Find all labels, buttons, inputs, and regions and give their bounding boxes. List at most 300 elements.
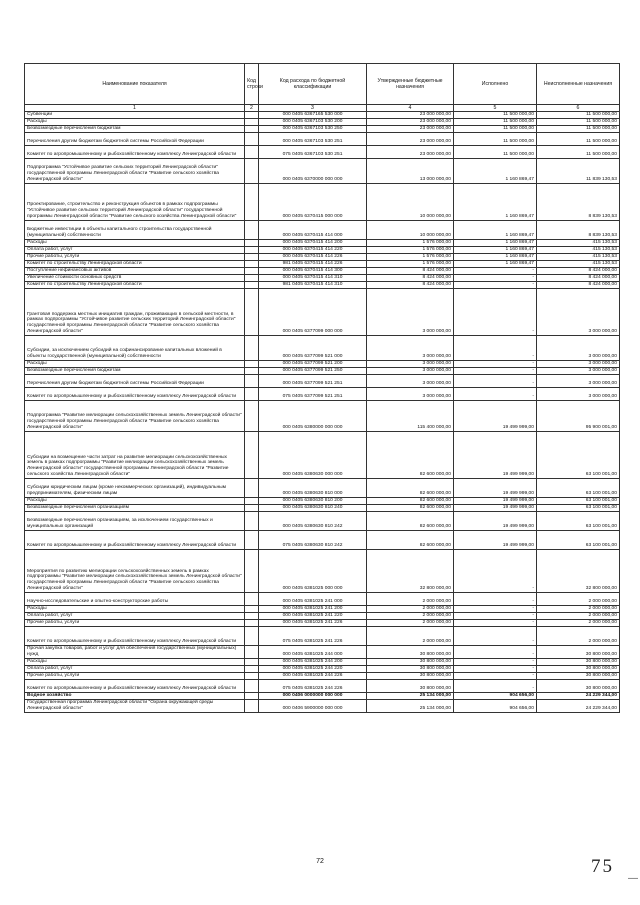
row-name: Субвенции <box>25 112 245 119</box>
row-code <box>245 275 259 282</box>
row-code <box>245 646 259 659</box>
table-row <box>25 254 620 261</box>
row-approved: 3 000 000,00 <box>367 361 454 368</box>
edge-mark: — <box>628 873 638 884</box>
row-name: Подпрограмма "Развитие мелиорации сельскохозяйственных земель Ленинградской области" государственной программы Ленинградской области "Развитие сельского хозяйства Ленинградской области" <box>25 401 245 432</box>
row-bk-code: 000 0405 6381025 241 200 <box>259 606 367 613</box>
row-code <box>245 432 259 479</box>
table-row <box>25 673 620 680</box>
row-unexecuted: 8 839 130,53 <box>537 221 620 240</box>
row-unexecuted: 30 800 000,00 <box>537 673 620 680</box>
column-number: 4 <box>367 105 454 112</box>
row-executed: 19 499 999,00 <box>454 432 537 479</box>
row-unexecuted: 2 000 000,00 <box>537 606 620 613</box>
row-unexecuted: 63 100 001,00 <box>537 498 620 505</box>
row-code <box>245 221 259 240</box>
row-executed: - <box>454 680 537 693</box>
row-approved: 3 000 000,00 <box>367 336 454 361</box>
row-code <box>245 498 259 505</box>
row-executed: - <box>454 550 537 593</box>
row-executed: - <box>454 627 537 646</box>
row-name: Расходы <box>25 240 245 247</box>
row-bk-code: 000 0405 6370415 414 300 <box>259 268 367 275</box>
row-approved: 82 600 000,00 <box>367 531 454 550</box>
row-executed: - <box>454 388 537 401</box>
table-row <box>25 646 620 659</box>
row-executed: 19 499 999,00 <box>454 512 537 531</box>
row-name: Прочие работы, услуги <box>25 254 245 261</box>
table-row <box>25 550 620 593</box>
row-approved: 2 000 000,00 <box>367 606 454 613</box>
row-bk-code: 000 0405 6370000 000 000 <box>259 159 367 184</box>
header-approved: Утвержденные бюджетные назначения <box>367 64 454 105</box>
row-approved: 13 000 000,00 <box>367 159 454 184</box>
row-bk-code: 000 0405 6380630 810 200 <box>259 498 367 505</box>
row-code <box>245 627 259 646</box>
row-bk-code: 075 0405 6367103 530 251 <box>259 146 367 159</box>
row-code <box>245 550 259 593</box>
row-executed: 19 499 999,00 <box>454 505 537 512</box>
row-executed: - <box>454 361 537 368</box>
row-code <box>245 666 259 673</box>
row-bk-code: 000 0405 6377099 521 250 <box>259 368 367 375</box>
row-code <box>245 368 259 375</box>
row-name: Комитет по агропромышленному и рыбохозяйственному комплексу Ленинградской области <box>25 388 245 401</box>
table-row <box>25 375 620 388</box>
table-row <box>25 401 620 432</box>
row-bk-code: 075 0405 6377099 521 251 <box>259 388 367 401</box>
row-executed: - <box>454 336 537 361</box>
row-name: Комитет по агропромышленному и рыбохозяйственному комплексу Ленинградской области <box>25 146 245 159</box>
row-bk-code: 000 0405 6380630 810 242 <box>259 512 367 531</box>
column-number: 6 <box>537 105 620 112</box>
row-unexecuted: 415 130,53 <box>537 247 620 254</box>
row-executed: 1 160 869,47 <box>454 247 537 254</box>
row-code <box>245 388 259 401</box>
row-approved: 32 800 000,00 <box>367 550 454 593</box>
table-row <box>25 146 620 159</box>
row-bk-code: 000 0405 6377099 521 000 <box>259 336 367 361</box>
row-name: Прочая закупка товаров, работ и услуг для обеспечения государственных (муниципальных) нужд <box>25 646 245 659</box>
row-name: Комитет по агропромышленному и рыбохозяйственному комплексу Ленинградской области <box>25 680 245 693</box>
row-bk-code: 000 0405 6381025 244 226 <box>259 673 367 680</box>
row-name: Оплата работ, услуг <box>25 613 245 620</box>
row-name: Расходы <box>25 606 245 613</box>
row-approved: 23 000 000,00 <box>367 119 454 126</box>
table-row <box>25 261 620 268</box>
table-row <box>25 479 620 498</box>
row-unexecuted: 63 100 001,00 <box>537 479 620 498</box>
row-bk-code: 000 0405 6367103 530 200 <box>259 119 367 126</box>
column-number: 3 <box>259 105 367 112</box>
row-unexecuted: 3 000 000,00 <box>537 375 620 388</box>
row-unexecuted: 30 800 000,00 <box>537 659 620 666</box>
row-bk-code: 000 0405 6380000 000 000 <box>259 401 367 432</box>
table-row <box>25 247 620 254</box>
row-code <box>245 361 259 368</box>
row-approved: 30 800 000,00 <box>367 680 454 693</box>
row-executed: 1 160 869,47 <box>454 254 537 261</box>
table-row <box>25 240 620 247</box>
page-number: 72 <box>316 858 324 865</box>
row-approved: 8 424 000,00 <box>367 275 454 282</box>
row-code <box>245 606 259 613</box>
header-name: Наименование показателя <box>25 64 245 105</box>
row-name: Субсидии юридическим лицам (кроме некоммерческих организаций), индивидуальным предпринимателям, физическим лицам <box>25 479 245 498</box>
row-approved: 3 000 000,00 <box>367 368 454 375</box>
table-row <box>25 432 620 479</box>
row-bk-code: 075 0405 6381025 244 226 <box>259 680 367 693</box>
row-executed: - <box>454 289 537 336</box>
row-executed: - <box>454 268 537 275</box>
row-name: Поступление нефинансовых активов <box>25 268 245 275</box>
table-row <box>25 119 620 126</box>
row-bk-code: 000 0405 6380630 810 240 <box>259 505 367 512</box>
column-number: 1 <box>25 105 245 112</box>
row-bk-code: 981 0405 6370415 414 310 <box>259 282 367 289</box>
table-row <box>25 606 620 613</box>
table-row <box>25 693 620 700</box>
row-approved: 2 000 000,00 <box>367 627 454 646</box>
row-code <box>245 659 259 666</box>
handwritten-sheet-number: 75 <box>591 856 614 877</box>
row-executed: 1 160 869,47 <box>454 221 537 240</box>
row-bk-code: 000 0405 6381025 244 000 <box>259 646 367 659</box>
row-name: Безвозмездные перечисления организациям, за исключением государственных и муниципальных организаций <box>25 512 245 531</box>
row-unexecuted: 11 500 000,00 <box>537 126 620 133</box>
row-approved: 2 000 000,00 <box>367 613 454 620</box>
row-executed: - <box>454 368 537 375</box>
row-executed: - <box>454 620 537 627</box>
row-unexecuted: 2 000 000,00 <box>537 627 620 646</box>
row-bk-code: 000 0405 6380630 000 000 <box>259 432 367 479</box>
row-unexecuted: 415 130,53 <box>537 254 620 261</box>
row-bk-code: 075 0405 6380630 810 242 <box>259 531 367 550</box>
row-approved: 30 800 000,00 <box>367 666 454 673</box>
row-unexecuted: 8 424 000,00 <box>537 268 620 275</box>
row-bk-code: 000 0405 6370415 414 220 <box>259 247 367 254</box>
row-approved: 30 800 000,00 <box>367 646 454 659</box>
row-executed: 11 500 000,00 <box>454 112 537 119</box>
row-executed: 19 499 999,00 <box>454 479 537 498</box>
row-approved: 1 576 000,00 <box>367 261 454 268</box>
row-code <box>245 531 259 550</box>
row-name: Оплата работ, услуг <box>25 247 245 254</box>
row-code <box>245 479 259 498</box>
row-bk-code: 000 0405 6367165 530 000 <box>259 112 367 119</box>
row-executed: 904 656,00 <box>454 700 537 713</box>
table-row <box>25 659 620 666</box>
row-name: Оплата работ, услуг <box>25 666 245 673</box>
row-code <box>245 268 259 275</box>
row-approved: 25 134 000,00 <box>367 693 454 700</box>
table-row <box>25 512 620 531</box>
row-name: Перечисления другим бюджетам бюджетной системы Российской Федерации <box>25 133 245 146</box>
row-unexecuted: 24 229 344,00 <box>537 693 620 700</box>
row-bk-code: 000 0406 0000000 000 000 <box>259 693 367 700</box>
row-unexecuted: 11 500 000,00 <box>537 119 620 126</box>
row-bk-code: 000 0405 6370415 414 226 <box>259 254 367 261</box>
row-name: Грантовая поддержка местных инициатив граждан, проживающих в сельской местности, в рамках подпрограммы "Устойчивое развитие сельских территорий Ленинградской области" государственной программы Ленинградской области "Развитие сельского хозяйства Ленинградской области" <box>25 289 245 336</box>
table-row <box>25 613 620 620</box>
row-executed: - <box>454 666 537 673</box>
row-bk-code: 075 0405 6381025 241 226 <box>259 627 367 646</box>
row-name: Безвозмездные перечисления организациям <box>25 505 245 512</box>
row-bk-code: 000 0405 6381025 000 000 <box>259 550 367 593</box>
row-name: Перечисления другим бюджетам бюджетной системы Российской Федерации <box>25 375 245 388</box>
row-code <box>245 184 259 221</box>
table-row <box>25 221 620 240</box>
row-code <box>245 254 259 261</box>
table-row <box>25 627 620 646</box>
row-name: Подпрограмма "Устойчивое развитие сельских территорий Ленинградской области" государственной программы Ленинградской области "Развитие сельского хозяйства Ленинградской области" <box>25 159 245 184</box>
row-approved: 82 600 000,00 <box>367 432 454 479</box>
row-code <box>245 336 259 361</box>
row-name: Комитет по строительству Ленинградской области <box>25 261 245 268</box>
row-name: Безвозмездные перечисления бюджетам <box>25 126 245 133</box>
row-executed: 19 499 999,00 <box>454 401 537 432</box>
row-approved: 23 000 000,00 <box>367 133 454 146</box>
row-code <box>245 240 259 247</box>
table-row <box>25 289 620 336</box>
row-code <box>245 146 259 159</box>
row-executed: 19 499 999,00 <box>454 498 537 505</box>
row-approved: 3 000 000,00 <box>367 289 454 336</box>
row-approved: 30 800 000,00 <box>367 659 454 666</box>
row-executed: 1 160 869,47 <box>454 240 537 247</box>
row-unexecuted: 95 900 001,00 <box>537 401 620 432</box>
row-bk-code: 000 0405 6370415 414 310 <box>259 275 367 282</box>
row-executed: 11 500 000,00 <box>454 146 537 159</box>
row-unexecuted: 415 130,53 <box>537 240 620 247</box>
table-row <box>25 184 620 221</box>
row-unexecuted: 2 000 000,00 <box>537 613 620 620</box>
table-row <box>25 388 620 401</box>
row-bk-code: 000 0405 6370415 414 200 <box>259 240 367 247</box>
row-code <box>245 247 259 254</box>
row-bk-code: 000 0405 6377099 521 200 <box>259 361 367 368</box>
row-code <box>245 119 259 126</box>
row-approved: 23 000 000,00 <box>367 126 454 133</box>
row-name: Субсидии, за исключением субсидий на софинансирование капитальных вложений в объекты государственной (муниципальной) собственности <box>25 336 245 361</box>
row-approved: 82 600 000,00 <box>367 498 454 505</box>
row-executed: - <box>454 646 537 659</box>
row-code <box>245 680 259 693</box>
row-bk-code: 981 0405 6370415 414 226 <box>259 261 367 268</box>
row-approved: 10 000 000,00 <box>367 221 454 240</box>
row-code <box>245 375 259 388</box>
row-approved: 82 600 000,00 <box>367 505 454 512</box>
row-bk-code: 000 0405 6377099 000 000 <box>259 289 367 336</box>
row-unexecuted: 11 500 000,00 <box>537 133 620 146</box>
row-unexecuted: 63 100 001,00 <box>537 531 620 550</box>
row-code <box>245 261 259 268</box>
row-name: Мероприятия по развитию мелиорации сельскохозяйственных земель в рамках подпрограммы "Развитие мелиорации сельскохозяйственных земель Ленинградской области" государственной программы Ленинградской области "Развитие сельского хозяйства Ленинградской области" <box>25 550 245 593</box>
column-number: 2 <box>245 105 259 112</box>
row-code <box>245 620 259 627</box>
row-approved: 30 800 000,00 <box>367 673 454 680</box>
row-unexecuted: 3 000 000,00 <box>537 361 620 368</box>
row-unexecuted: 63 100 001,00 <box>537 505 620 512</box>
row-code <box>245 126 259 133</box>
row-approved: 1 576 000,00 <box>367 247 454 254</box>
row-executed: - <box>454 606 537 613</box>
row-code <box>245 289 259 336</box>
row-unexecuted: 8 424 000,00 <box>537 275 620 282</box>
table-row <box>25 282 620 289</box>
row-code <box>245 512 259 531</box>
row-executed: 904 656,00 <box>454 693 537 700</box>
row-bk-code: 000 0405 6380630 810 000 <box>259 479 367 498</box>
row-code <box>245 159 259 184</box>
row-executed: - <box>454 282 537 289</box>
row-approved: 82 600 000,00 <box>367 512 454 531</box>
header-bk-code: Код расхода по бюджетной классификации <box>259 64 367 105</box>
row-bk-code: 000 0406 5900000 000 000 <box>259 700 367 713</box>
row-executed: 1 160 869,47 <box>454 261 537 268</box>
row-approved: 8 424 000,00 <box>367 282 454 289</box>
row-bk-code: 000 0405 6377099 521 251 <box>259 375 367 388</box>
row-name: Расходы <box>25 659 245 666</box>
row-executed: 19 499 999,00 <box>454 531 537 550</box>
row-name: Бюджетные инвестиции в объекты капитального строительства государственной (муниципальной) собственности <box>25 221 245 240</box>
row-name: Проектирование, строительство и реконструкция объектов в рамках подпрограммы "Устойчивое развитие сельских территорий Ленинградской области" государственной программы Ленинградской области "Развитие сельского хозяйства Ленинградской области" <box>25 184 245 221</box>
table-row <box>25 275 620 282</box>
table-row <box>25 531 620 550</box>
row-executed: 11 500 000,00 <box>454 119 537 126</box>
row-unexecuted: 11 500 000,00 <box>537 146 620 159</box>
table-body <box>25 112 620 713</box>
row-name: Комитет по строительству Ленинградской области <box>25 282 245 289</box>
column-number: 5 <box>454 105 537 112</box>
row-name: Научно-исследовательские и опытно-конструкторские работы <box>25 593 245 606</box>
row-name: Комитет по агропромышленному и рыбохозяйственному комплексу Ленинградской области <box>25 627 245 646</box>
row-unexecuted: 30 800 000,00 <box>537 646 620 659</box>
row-approved: 25 134 000,00 <box>367 700 454 713</box>
row-code <box>245 593 259 606</box>
table-row <box>25 700 620 713</box>
row-code <box>245 693 259 700</box>
row-name: Безвозмездные перечисления бюджетам <box>25 368 245 375</box>
row-executed: 11 500 000,00 <box>454 133 537 146</box>
row-unexecuted: 3 000 000,00 <box>537 336 620 361</box>
row-bk-code: 000 0405 6370415 000 000 <box>259 184 367 221</box>
row-unexecuted: 11 500 000,00 <box>537 112 620 119</box>
table-header-row <box>25 64 620 105</box>
row-unexecuted: 11 839 130,53 <box>537 159 620 184</box>
row-approved: 8 424 000,00 <box>367 268 454 275</box>
row-unexecuted: 3 000 000,00 <box>537 368 620 375</box>
row-unexecuted: 2 000 000,00 <box>537 620 620 627</box>
row-approved: 23 000 000,00 <box>367 112 454 119</box>
row-name: Субсидии на возмещение части затрат на развитие мелиорации сельскохозяйственных земель в рамках подпрограммы "Развитие мелиорации сельскохозяйственных земель Ленинградской области" государственной программы Ленинградской области "Развитие сельского хозяйства Ленинградской области" <box>25 432 245 479</box>
row-approved: 10 000 000,00 <box>367 184 454 221</box>
row-unexecuted: 63 100 001,00 <box>537 512 620 531</box>
row-code <box>245 401 259 432</box>
row-name: Расходы <box>25 119 245 126</box>
row-name: Водное хозяйство <box>25 693 245 700</box>
row-code <box>245 282 259 289</box>
table-row <box>25 505 620 512</box>
row-approved: 3 000 000,00 <box>367 375 454 388</box>
table-row <box>25 126 620 133</box>
row-approved: 2 000 000,00 <box>367 620 454 627</box>
table-row <box>25 498 620 505</box>
row-unexecuted: 415 130,53 <box>537 261 620 268</box>
row-bk-code: 000 0405 6370415 414 000 <box>259 221 367 240</box>
row-unexecuted: 30 800 000,00 <box>537 666 620 673</box>
table-row <box>25 159 620 184</box>
row-executed: - <box>454 613 537 620</box>
row-approved: 115 400 000,00 <box>367 401 454 432</box>
row-approved: 82 600 000,00 <box>367 479 454 498</box>
row-approved: 3 000 000,00 <box>367 388 454 401</box>
row-unexecuted: 32 800 000,00 <box>537 550 620 593</box>
row-code <box>245 505 259 512</box>
row-approved: 23 000 000,00 <box>367 146 454 159</box>
row-executed: - <box>454 275 537 282</box>
table-row <box>25 368 620 375</box>
row-executed: 1 160 869,47 <box>454 184 537 221</box>
row-unexecuted: 30 800 000,00 <box>537 680 620 693</box>
header-unexecuted: Неисполненные назначения <box>537 64 620 105</box>
row-bk-code: 000 0405 6381025 241 226 <box>259 620 367 627</box>
row-bk-code: 000 0405 6381025 244 200 <box>259 659 367 666</box>
table-row <box>25 680 620 693</box>
row-unexecuted: 3 000 000,00 <box>537 289 620 336</box>
row-unexecuted: 2 000 000,00 <box>537 593 620 606</box>
row-code <box>245 673 259 680</box>
row-executed: - <box>454 593 537 606</box>
table-row <box>25 133 620 146</box>
table-row <box>25 336 620 361</box>
row-bk-code: 000 0405 6381025 241 220 <box>259 613 367 620</box>
table-row <box>25 593 620 606</box>
column-number-row <box>25 105 620 112</box>
row-name: Расходы <box>25 361 245 368</box>
row-code <box>245 133 259 146</box>
row-executed: - <box>454 673 537 680</box>
row-approved: 2 000 000,00 <box>367 593 454 606</box>
row-executed: - <box>454 375 537 388</box>
row-bk-code: 000 0405 6381025 244 220 <box>259 666 367 673</box>
row-name: Увеличение стоимости основных средств <box>25 275 245 282</box>
budget-execution-table <box>24 63 620 713</box>
row-unexecuted: 3 000 000,00 <box>537 388 620 401</box>
table-row <box>25 112 620 119</box>
header-row-code: Код строки <box>245 64 259 105</box>
table-row <box>25 361 620 368</box>
row-unexecuted: 8 424 000,00 <box>537 282 620 289</box>
header-executed: Исполнено <box>454 64 537 105</box>
row-name: Государственная программа Ленинградской области "Охрана окружающей среды Ленинградской области" <box>25 700 245 713</box>
row-code <box>245 613 259 620</box>
row-code <box>245 112 259 119</box>
row-bk-code: 000 0405 6367103 530 250 <box>259 126 367 133</box>
row-name: Прочие работы, услуги <box>25 673 245 680</box>
row-executed: 1 160 869,47 <box>454 159 537 184</box>
row-name: Расходы <box>25 498 245 505</box>
table-row <box>25 268 620 275</box>
row-bk-code: 000 0405 6381025 241 000 <box>259 593 367 606</box>
row-unexecuted: 8 839 130,53 <box>537 184 620 221</box>
row-unexecuted: 63 100 001,00 <box>537 432 620 479</box>
table-row <box>25 620 620 627</box>
row-bk-code: 000 0405 6367103 530 251 <box>259 133 367 146</box>
row-approved: 1 576 000,00 <box>367 240 454 247</box>
row-executed: - <box>454 659 537 666</box>
row-unexecuted: 24 229 344,00 <box>537 700 620 713</box>
